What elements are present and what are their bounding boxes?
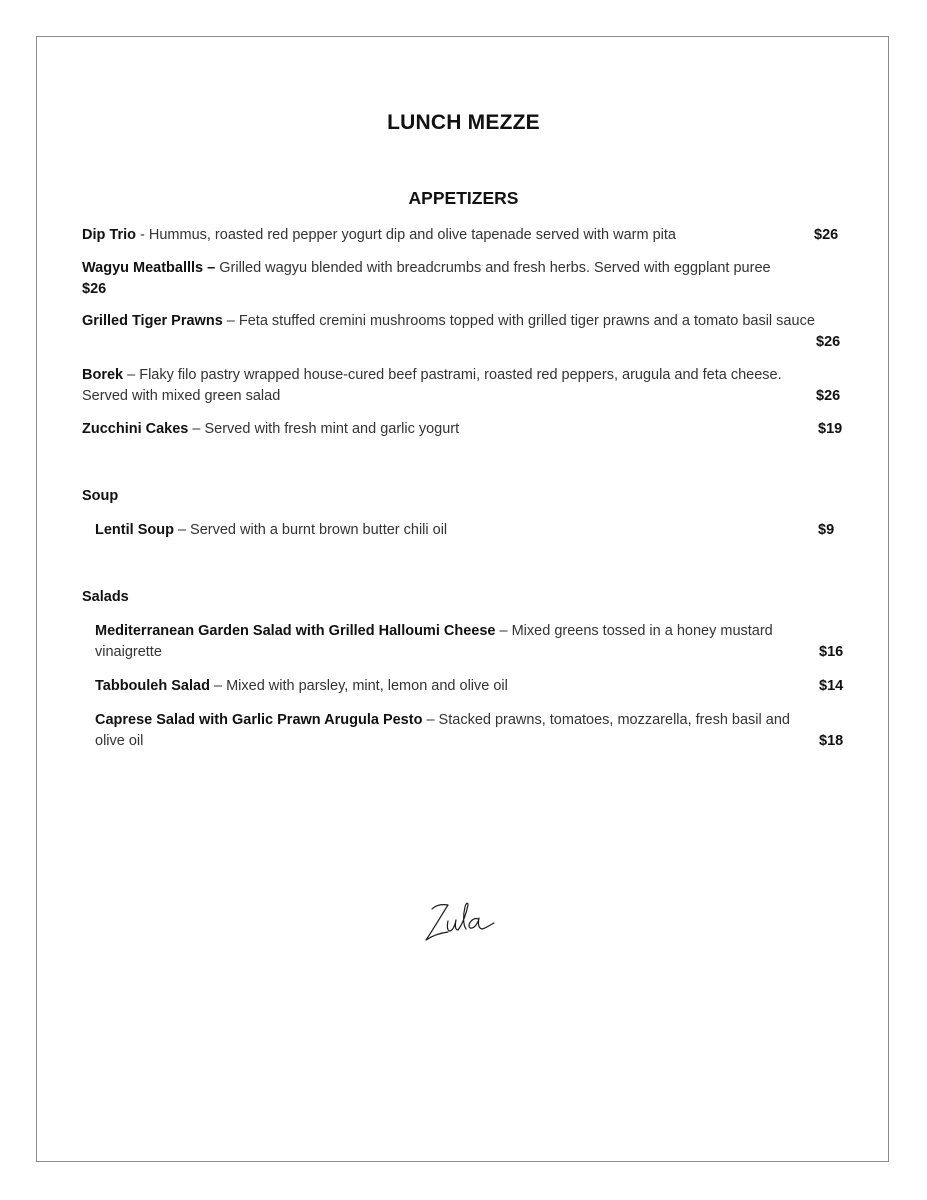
item-name: Mediterranean Garden Salad with Grilled Halloumi Cheese [95, 623, 496, 639]
menu-item-dip-trio [82, 225, 807, 246]
appetizers-heading: APPETIZERS [408, 188, 519, 208]
menu-item-zucchini-cakes [82, 419, 802, 440]
item-description: – Served with fresh mint and garlic yogurt [188, 421, 460, 437]
item-description: – Served with a burnt brown butter chili oil [173, 522, 448, 538]
menu-title: LUNCH MEZZE [387, 111, 540, 134]
soup-heading: Soup [82, 488, 119, 504]
item-price: $16 [819, 644, 844, 660]
item-name: Zucchini Cakes [82, 421, 189, 437]
item-price: $26 [814, 227, 839, 243]
item-price: $18 [819, 733, 844, 749]
menu-item-grilled-tiger-prawns [82, 311, 817, 332]
item-description: Grilled wagyu blended with breadcrumbs and fresh herbs. Served with eggplant puree [215, 260, 771, 276]
item-price: $26 [82, 281, 107, 297]
item-name: Wagyu Meatballls – [82, 260, 216, 276]
item-name: Borek [82, 367, 124, 383]
item-name: Lentil Soup [95, 522, 174, 538]
item-price: $14 [819, 678, 844, 694]
item-description: – Mixed with parsley, mint, lemon and olive oil [209, 678, 508, 694]
item-price: $26 [816, 388, 841, 404]
menu-item-tabbouleh-salad [95, 676, 795, 697]
item-description: - Hummus, roasted red pepper yogurt dip and olive tapenade served with warm pita [135, 227, 676, 243]
menu-item-wagyu-meatballs [82, 258, 812, 279]
item-name: Dip Trio [82, 227, 136, 243]
item-price: $9 [818, 522, 835, 538]
item-name: Grilled Tiger Prawns [82, 313, 223, 329]
item-description: – Flaky filo pastry wrapped house-cured beef pastrami, roasted red peppers, arugula and feta cheese. Served with mixed green salad [82, 367, 782, 404]
menu-item-borek [82, 365, 827, 407]
item-description: – Stacked prawns, tomatoes, mozzarella, fresh basil and olive oil [95, 712, 790, 749]
zula-signature-logo [418, 895, 508, 950]
item-price: $26 [816, 334, 841, 350]
item-description: – Mixed greens tossed in a honey mustard vinaigrette [95, 623, 773, 660]
item-description: – Feta stuffed cremini mushrooms topped with grilled tiger prawns and a tomato basil sauce [222, 313, 815, 329]
item-name: Caprese Salad with Garlic Prawn Arugula Pesto [95, 712, 423, 728]
salads-heading: Salads [82, 589, 129, 605]
menu-item-mediterranean-garden-salad [95, 621, 820, 663]
menu-item-lentil-soup [95, 520, 795, 541]
item-name: Tabbouleh Salad [95, 678, 210, 694]
menu-item-caprese-salad [95, 710, 820, 752]
item-price: $19 [818, 421, 843, 437]
